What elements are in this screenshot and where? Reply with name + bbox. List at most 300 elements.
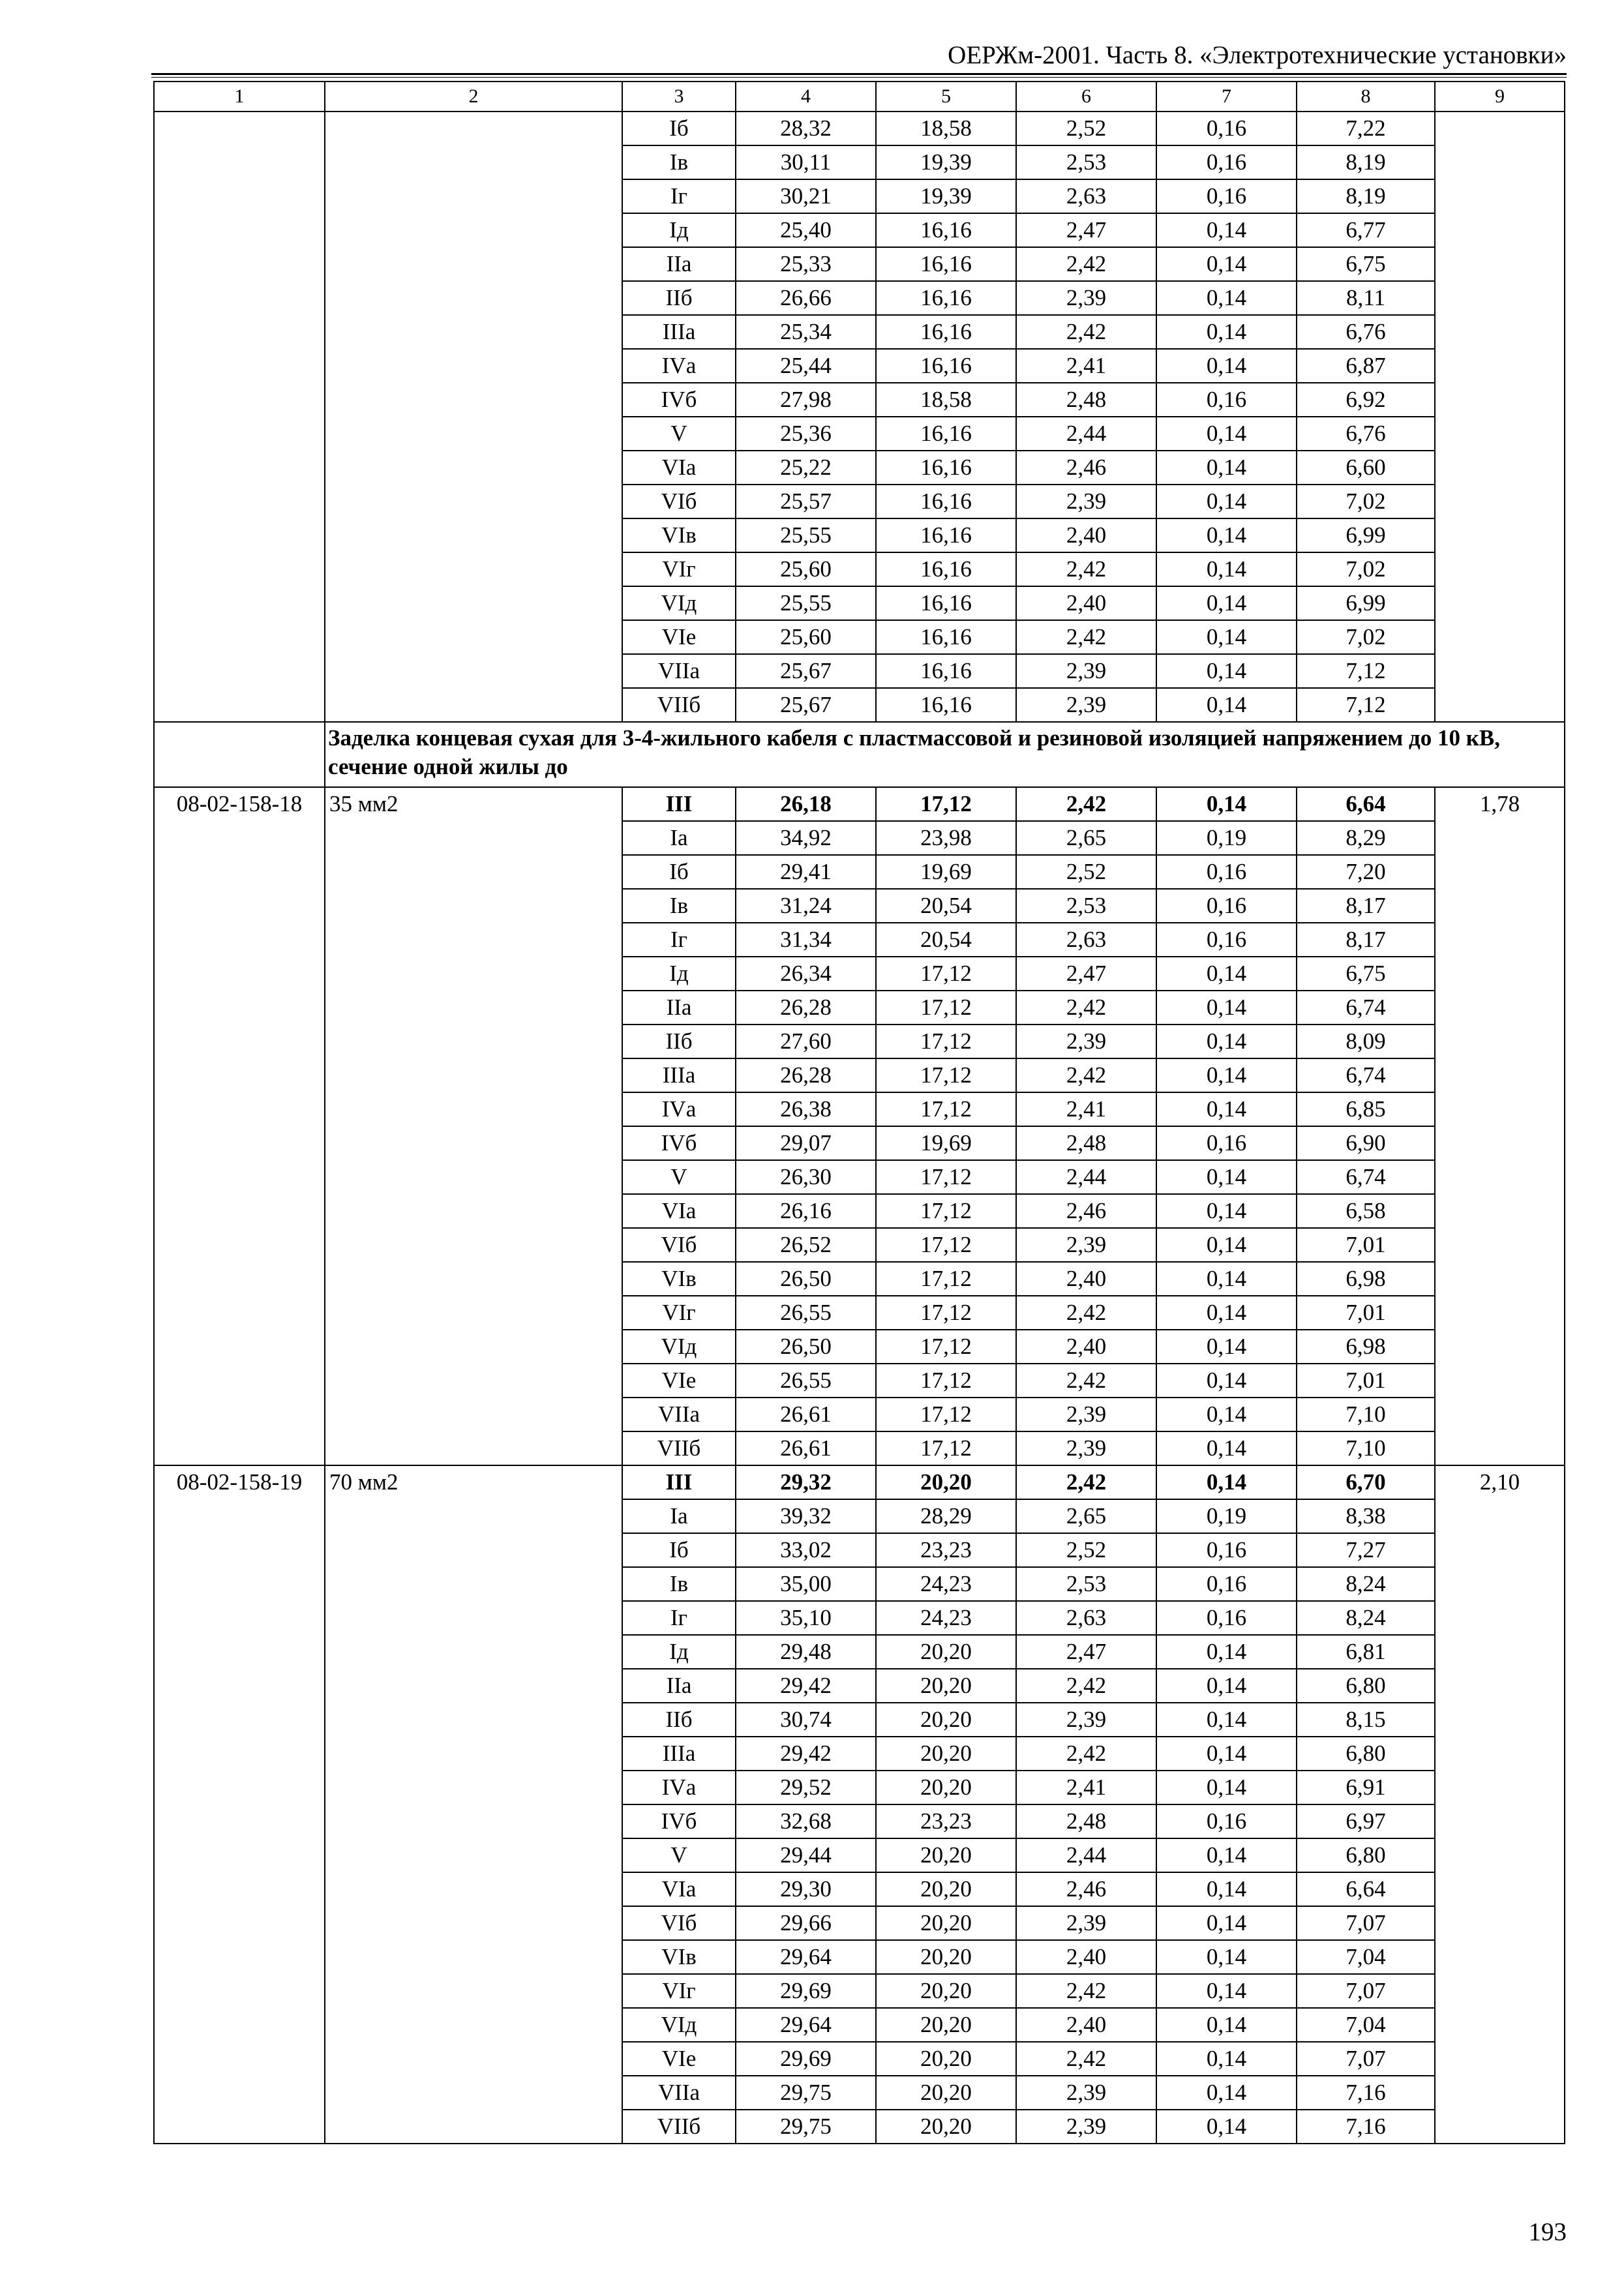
- description-cell: [325, 1906, 622, 1940]
- section-title: Заделка концевая сухая для 3-4-жильного кабеля с пластмассовой и резиновой изоляцией напряжением до 10 кВ, сечение одной жилы до: [325, 722, 1565, 787]
- price-total-cell: 26,66: [736, 281, 876, 315]
- norm-cell: [1435, 179, 1565, 213]
- price-materials-cell: 6,97: [1297, 1804, 1435, 1838]
- description-cell: [325, 485, 622, 518]
- price-wages-cell: 20,20: [876, 2042, 1016, 2076]
- table-row: [154, 688, 1565, 722]
- price-materials-cell: 8,17: [1297, 889, 1435, 923]
- price-machines-cell: 2,42: [1016, 620, 1156, 654]
- code-cell: [154, 383, 325, 417]
- norm-cell: [1435, 485, 1565, 518]
- norm-cell: [1435, 586, 1565, 620]
- price-wages-cell: 16,16: [876, 281, 1016, 315]
- price-wages-cell: 20,20: [876, 1838, 1016, 1872]
- zone-cell: VIб: [622, 485, 736, 518]
- description-cell: [325, 1431, 622, 1465]
- price-driver-wages-cell: 0,19: [1156, 1499, 1297, 1533]
- price-wages-cell: 17,12: [876, 1262, 1016, 1296]
- price-total-cell: 26,28: [736, 991, 876, 1025]
- price-materials-cell: 6,75: [1297, 957, 1435, 991]
- table-row: [154, 1872, 1565, 1906]
- header-rule: [151, 73, 1567, 75]
- table-row: [154, 349, 1565, 383]
- price-total-cell: 26,50: [736, 1330, 876, 1364]
- table-row: [154, 1737, 1565, 1771]
- norm-cell: [1435, 1499, 1565, 1533]
- zone-cell: IVа: [622, 1092, 736, 1126]
- price-machines-cell: 2,48: [1016, 383, 1156, 417]
- price-total-cell: 26,28: [736, 1058, 876, 1092]
- price-machines-cell: 2,63: [1016, 923, 1156, 957]
- price-materials-cell: 6,98: [1297, 1330, 1435, 1364]
- norm-cell: [1435, 518, 1565, 552]
- price-driver-wages-cell: 0,14: [1156, 451, 1297, 485]
- price-total-cell: 29,44: [736, 1838, 876, 1872]
- zone-cell: VIа: [622, 1194, 736, 1228]
- code-cell: [154, 1533, 325, 1567]
- norm-cell: [1435, 247, 1565, 281]
- column-number: 1: [154, 82, 325, 112]
- price-total-cell: 27,98: [736, 383, 876, 417]
- description-cell: [325, 383, 622, 417]
- price-materials-cell: 8,24: [1297, 1601, 1435, 1635]
- zone-cell: Iд: [622, 1635, 736, 1669]
- price-driver-wages-cell: 0,16: [1156, 383, 1297, 417]
- code-cell: [154, 1025, 325, 1058]
- table-row: [154, 485, 1565, 518]
- price-total-cell: 34,92: [736, 821, 876, 855]
- table-row: [154, 1126, 1565, 1160]
- table-row: [154, 957, 1565, 991]
- table-row: [154, 620, 1565, 654]
- price-machines-cell: 2,63: [1016, 179, 1156, 213]
- table-row: [154, 1364, 1565, 1398]
- price-machines-cell: 2,42: [1016, 315, 1156, 349]
- table-row: [154, 1601, 1565, 1635]
- price-total-cell: 25,55: [736, 518, 876, 552]
- description-cell: [325, 1160, 622, 1194]
- price-driver-wages-cell: 0,14: [1156, 552, 1297, 586]
- code-cell: [154, 1160, 325, 1194]
- price-wages-cell: 20,54: [876, 923, 1016, 957]
- zone-cell: VIв: [622, 518, 736, 552]
- price-wages-cell: 16,16: [876, 315, 1016, 349]
- price-wages-cell: 17,12: [876, 1398, 1016, 1431]
- zone-cell: VIIа: [622, 1398, 736, 1431]
- price-driver-wages-cell: 0,14: [1156, 1092, 1297, 1126]
- price-total-cell: 25,40: [736, 213, 876, 247]
- price-materials-cell: 8,24: [1297, 1567, 1435, 1601]
- price-machines-cell: 2,39: [1016, 654, 1156, 688]
- table-row: [154, 1906, 1565, 1940]
- price-materials-cell: 6,92: [1297, 383, 1435, 417]
- price-machines-cell: 2,53: [1016, 889, 1156, 923]
- zone-cell: VIб: [622, 1228, 736, 1262]
- zone-cell: VIв: [622, 1940, 736, 1974]
- description-cell: [325, 620, 622, 654]
- price-machines-cell: 2,39: [1016, 1703, 1156, 1737]
- norm-cell: [1435, 213, 1565, 247]
- price-driver-wages-cell: 0,14: [1156, 1262, 1297, 1296]
- table-row: [154, 1465, 1565, 1499]
- price-machines-cell: 2,39: [1016, 1906, 1156, 1940]
- price-driver-wages-cell: 0,16: [1156, 923, 1297, 957]
- table-row: [154, 1974, 1565, 2008]
- price-materials-cell: 6,70: [1297, 1465, 1435, 1499]
- price-machines-cell: 2,42: [1016, 1296, 1156, 1330]
- code-cell: [154, 247, 325, 281]
- price-driver-wages-cell: 0,14: [1156, 1025, 1297, 1058]
- section-header-row: [154, 722, 1565, 787]
- code-cell: [154, 451, 325, 485]
- description-cell: [325, 1940, 622, 1974]
- price-driver-wages-cell: 0,14: [1156, 1737, 1297, 1771]
- price-materials-cell: 7,12: [1297, 654, 1435, 688]
- price-total-cell: 25,34: [736, 315, 876, 349]
- table-row: [154, 1669, 1565, 1703]
- table-row: [154, 552, 1565, 586]
- price-driver-wages-cell: 0,14: [1156, 1465, 1297, 1499]
- table-row: [154, 1533, 1565, 1567]
- description-cell: [325, 1194, 622, 1228]
- price-wages-cell: 20,20: [876, 1940, 1016, 1974]
- price-wages-cell: 20,20: [876, 1703, 1016, 1737]
- price-driver-wages-cell: 0,16: [1156, 1804, 1297, 1838]
- norm-cell: [1435, 620, 1565, 654]
- price-materials-cell: 6,90: [1297, 1126, 1435, 1160]
- zone-cell: IIа: [622, 247, 736, 281]
- price-materials-cell: 7,10: [1297, 1398, 1435, 1431]
- description-cell: [325, 821, 622, 855]
- price-machines-cell: 2,47: [1016, 957, 1156, 991]
- price-machines-cell: 2,40: [1016, 1940, 1156, 1974]
- price-machines-cell: 2,39: [1016, 2110, 1156, 2144]
- code-cell: [154, 1669, 325, 1703]
- zone-cell: VIа: [622, 1872, 736, 1906]
- table-row: [154, 2110, 1565, 2144]
- price-machines-cell: 2,53: [1016, 145, 1156, 179]
- price-machines-cell: 2,63: [1016, 1601, 1156, 1635]
- price-wages-cell: 17,12: [876, 1058, 1016, 1092]
- price-driver-wages-cell: 0,14: [1156, 315, 1297, 349]
- code-cell: [154, 889, 325, 923]
- code-cell: [154, 1431, 325, 1465]
- price-total-cell: 35,10: [736, 1601, 876, 1635]
- price-machines-cell: 2,42: [1016, 787, 1156, 821]
- code-cell: [154, 1228, 325, 1262]
- price-wages-cell: 17,12: [876, 1194, 1016, 1228]
- price-total-cell: 26,55: [736, 1296, 876, 1330]
- description-cell: [325, 1499, 622, 1533]
- norm-cell: [1435, 1635, 1565, 1669]
- norm-cell: [1435, 2042, 1565, 2076]
- column-number: 9: [1435, 82, 1565, 112]
- column-number: 6: [1016, 82, 1156, 112]
- code-cell: [154, 586, 325, 620]
- price-driver-wages-cell: 0,14: [1156, 1228, 1297, 1262]
- price-wages-cell: 20,20: [876, 1669, 1016, 1703]
- norm-cell: [1435, 1737, 1565, 1771]
- price-total-cell: 26,50: [736, 1262, 876, 1296]
- norm-cell: [1435, 1364, 1565, 1398]
- description-cell: [325, 247, 622, 281]
- norm-cell: [1435, 1262, 1565, 1296]
- code-cell: [154, 923, 325, 957]
- price-wages-cell: 19,69: [876, 1126, 1016, 1160]
- norm-cell: [1435, 417, 1565, 451]
- price-wages-cell: 17,12: [876, 1092, 1016, 1126]
- table-row: [154, 889, 1565, 923]
- price-wages-cell: 20,20: [876, 1465, 1016, 1499]
- price-total-cell: 29,69: [736, 2042, 876, 2076]
- price-total-cell: 25,33: [736, 247, 876, 281]
- price-driver-wages-cell: 0,14: [1156, 1838, 1297, 1872]
- price-machines-cell: 2,41: [1016, 1092, 1156, 1126]
- price-materials-cell: 6,60: [1297, 451, 1435, 485]
- price-materials-cell: 7,02: [1297, 485, 1435, 518]
- norm-cell: [1435, 451, 1565, 485]
- zone-cell: V: [622, 1838, 736, 1872]
- description-cell: [325, 112, 622, 145]
- price-driver-wages-cell: 0,16: [1156, 145, 1297, 179]
- price-machines-cell: 2,42: [1016, 1058, 1156, 1092]
- price-driver-wages-cell: 0,14: [1156, 1296, 1297, 1330]
- code-cell: [154, 179, 325, 213]
- zone-cell: IVа: [622, 1771, 736, 1804]
- price-driver-wages-cell: 0,19: [1156, 821, 1297, 855]
- price-wages-cell: 17,12: [876, 957, 1016, 991]
- norm-cell: [1435, 112, 1565, 145]
- description-cell: [325, 1330, 622, 1364]
- price-driver-wages-cell: 0,14: [1156, 1635, 1297, 1669]
- price-materials-cell: 6,81: [1297, 1635, 1435, 1669]
- price-driver-wages-cell: 0,16: [1156, 1567, 1297, 1601]
- table-row: [154, 821, 1565, 855]
- description-cell: [325, 1058, 622, 1092]
- price-materials-cell: 6,74: [1297, 1058, 1435, 1092]
- price-machines-cell: 2,42: [1016, 247, 1156, 281]
- description-cell: [325, 855, 622, 889]
- description-cell: [325, 654, 622, 688]
- code-cell: [154, 1058, 325, 1092]
- zone-cell: VIд: [622, 2008, 736, 2042]
- zone-cell: VIе: [622, 2042, 736, 2076]
- price-materials-cell: 6,58: [1297, 1194, 1435, 1228]
- price-total-cell: 26,61: [736, 1398, 876, 1431]
- norm-cell: [1435, 654, 1565, 688]
- table-body: [154, 82, 1565, 2144]
- code-cell: [154, 1804, 325, 1838]
- code-cell: [154, 821, 325, 855]
- price-machines-cell: 2,48: [1016, 1126, 1156, 1160]
- price-driver-wages-cell: 0,14: [1156, 349, 1297, 383]
- code-cell: [154, 1906, 325, 1940]
- description-cell: [325, 1126, 622, 1160]
- code-cell: [154, 1499, 325, 1533]
- price-driver-wages-cell: 0,14: [1156, 1058, 1297, 1092]
- price-machines-cell: 2,42: [1016, 552, 1156, 586]
- norm-cell: [1435, 1126, 1565, 1160]
- price-total-cell: 26,61: [736, 1431, 876, 1465]
- price-driver-wages-cell: 0,14: [1156, 1160, 1297, 1194]
- code-cell: [154, 2110, 325, 2144]
- price-total-cell: 32,68: [736, 1804, 876, 1838]
- norm-cell: 1,78: [1435, 787, 1565, 821]
- price-total-cell: 26,30: [736, 1160, 876, 1194]
- price-materials-cell: 8,15: [1297, 1703, 1435, 1737]
- code-cell: [154, 2042, 325, 2076]
- norm-cell: [1435, 1804, 1565, 1838]
- price-materials-cell: 7,16: [1297, 2110, 1435, 2144]
- table-row: [154, 1703, 1565, 1737]
- price-driver-wages-cell: 0,14: [1156, 586, 1297, 620]
- price-materials-cell: 7,27: [1297, 1533, 1435, 1567]
- price-wages-cell: 20,20: [876, 1737, 1016, 1771]
- price-materials-cell: 6,99: [1297, 586, 1435, 620]
- price-materials-cell: 7,04: [1297, 2008, 1435, 2042]
- description-cell: [325, 2042, 622, 2076]
- norm-cell: [1435, 1669, 1565, 1703]
- zone-cell: V: [622, 417, 736, 451]
- price-wages-cell: 16,16: [876, 213, 1016, 247]
- price-materials-cell: 7,07: [1297, 1906, 1435, 1940]
- zone-cell: Iа: [622, 821, 736, 855]
- price-machines-cell: 2,42: [1016, 2042, 1156, 2076]
- zone-cell: IIб: [622, 1703, 736, 1737]
- description-cell: [325, 1025, 622, 1058]
- price-total-cell: 30,11: [736, 145, 876, 179]
- norm-cell: [1435, 821, 1565, 855]
- description-cell: [325, 1262, 622, 1296]
- price-wages-cell: 16,16: [876, 451, 1016, 485]
- price-total-cell: 26,34: [736, 957, 876, 991]
- price-machines-cell: 2,42: [1016, 1669, 1156, 1703]
- norm-cell: [1435, 889, 1565, 923]
- norm-cell: [1435, 1330, 1565, 1364]
- zone-cell: VIг: [622, 1974, 736, 2008]
- description-cell: [325, 1771, 622, 1804]
- norm-cell: [1435, 1058, 1565, 1092]
- norm-cell: [1435, 1567, 1565, 1601]
- page-header-title: ОЕРЖм-2001. Часть 8. «Электротехнические установки»: [948, 41, 1567, 69]
- table-row: [154, 112, 1565, 145]
- header-rule-thin: [151, 77, 1567, 78]
- norm-cell: [1435, 1940, 1565, 1974]
- zone-cell: IVб: [622, 1804, 736, 1838]
- zone-cell: Iд: [622, 957, 736, 991]
- zone-cell: VIв: [622, 1262, 736, 1296]
- price-machines-cell: 2,42: [1016, 1364, 1156, 1398]
- price-wages-cell: 16,16: [876, 247, 1016, 281]
- code-cell: [154, 1974, 325, 2008]
- price-materials-cell: 8,19: [1297, 145, 1435, 179]
- description-cell: [325, 586, 622, 620]
- price-total-cell: 31,34: [736, 923, 876, 957]
- zone-cell: IIа: [622, 991, 736, 1025]
- zone-cell: VIIб: [622, 1431, 736, 1465]
- column-number: 3: [622, 82, 736, 112]
- code-cell: [154, 1364, 325, 1398]
- zone-cell: VIе: [622, 620, 736, 654]
- price-machines-cell: 2,40: [1016, 1262, 1156, 1296]
- price-wages-cell: 17,12: [876, 1296, 1016, 1330]
- norm-cell: [1435, 1703, 1565, 1737]
- zone-cell: Iв: [622, 145, 736, 179]
- table-row: [154, 383, 1565, 417]
- table-row: [154, 654, 1565, 688]
- price-machines-cell: 2,42: [1016, 1737, 1156, 1771]
- price-wages-cell: 18,58: [876, 383, 1016, 417]
- price-total-cell: 25,60: [736, 552, 876, 586]
- price-wages-cell: 18,58: [876, 112, 1016, 145]
- code-cell: [154, 1194, 325, 1228]
- zone-cell: Iб: [622, 1533, 736, 1567]
- price-wages-cell: 23,23: [876, 1804, 1016, 1838]
- zone-cell: Iг: [622, 923, 736, 957]
- table-row: [154, 991, 1565, 1025]
- price-driver-wages-cell: 0,14: [1156, 957, 1297, 991]
- price-driver-wages-cell: 0,14: [1156, 1771, 1297, 1804]
- price-driver-wages-cell: 0,16: [1156, 1533, 1297, 1567]
- norm-cell: [1435, 1025, 1565, 1058]
- code-cell: [154, 1771, 325, 1804]
- price-total-cell: 29,64: [736, 2008, 876, 2042]
- price-materials-cell: 7,01: [1297, 1364, 1435, 1398]
- table-row: [154, 179, 1565, 213]
- norm-cell: [1435, 1872, 1565, 1906]
- norm-cell: [1435, 1906, 1565, 1940]
- price-total-cell: 25,57: [736, 485, 876, 518]
- price-materials-cell: 6,74: [1297, 1160, 1435, 1194]
- zone-cell: IIIа: [622, 1737, 736, 1771]
- zone-cell: IVб: [622, 383, 736, 417]
- description-cell: [325, 1567, 622, 1601]
- norm-cell: [1435, 855, 1565, 889]
- description-cell: [325, 1872, 622, 1906]
- price-machines-cell: 2,39: [1016, 1431, 1156, 1465]
- table-row: [154, 281, 1565, 315]
- price-wages-cell: 20,20: [876, 1974, 1016, 2008]
- zone-cell: VIа: [622, 451, 736, 485]
- column-number: 8: [1297, 82, 1435, 112]
- zone-cell: IVа: [622, 349, 736, 383]
- description-cell: [325, 1974, 622, 2008]
- price-machines-cell: 2,52: [1016, 112, 1156, 145]
- price-total-cell: 25,55: [736, 586, 876, 620]
- code-cell: [154, 2076, 325, 2110]
- table-row: [154, 1262, 1565, 1296]
- norm-cell: [1435, 1771, 1565, 1804]
- price-driver-wages-cell: 0,14: [1156, 1669, 1297, 1703]
- zone-cell: IIб: [622, 281, 736, 315]
- price-materials-cell: 6,76: [1297, 417, 1435, 451]
- price-driver-wages-cell: 0,14: [1156, 787, 1297, 821]
- price-total-cell: 26,18: [736, 787, 876, 821]
- table-row: [154, 1296, 1565, 1330]
- zone-cell: Iд: [622, 213, 736, 247]
- price-wages-cell: 24,23: [876, 1601, 1016, 1635]
- price-driver-wages-cell: 0,16: [1156, 1126, 1297, 1160]
- price-driver-wages-cell: 0,16: [1156, 855, 1297, 889]
- description-cell: [325, 281, 622, 315]
- description-cell: [325, 315, 622, 349]
- price-machines-cell: 2,44: [1016, 1838, 1156, 1872]
- zone-cell: V: [622, 1160, 736, 1194]
- table-row: [154, 1635, 1565, 1669]
- price-driver-wages-cell: 0,16: [1156, 889, 1297, 923]
- description-cell: [325, 1092, 622, 1126]
- price-total-cell: 29,42: [736, 1669, 876, 1703]
